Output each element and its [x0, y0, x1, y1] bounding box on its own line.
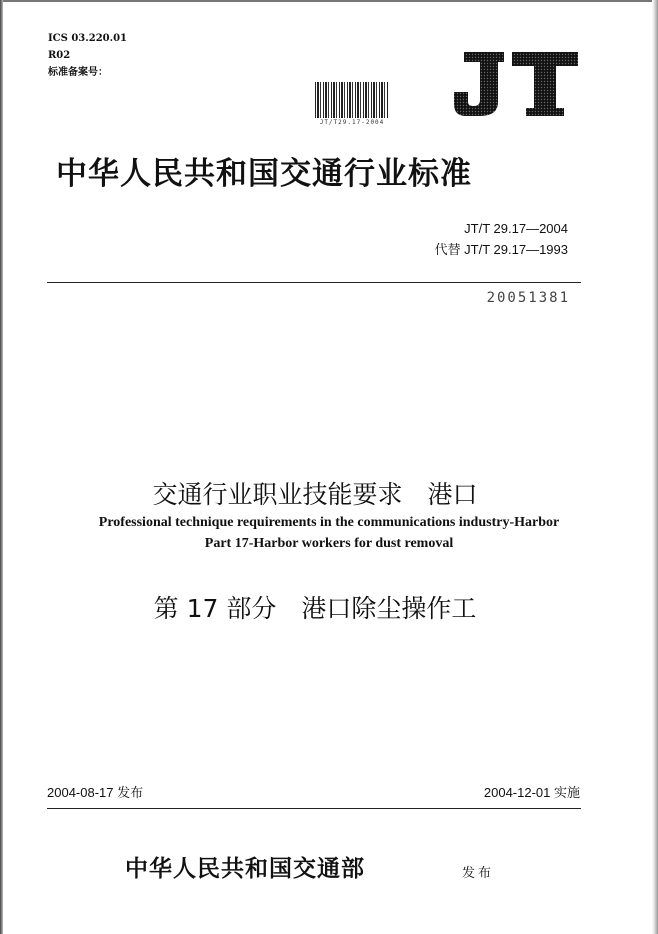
- standard-number: JT/T 29.17—2004: [464, 221, 568, 236]
- logo-letter-t: [512, 52, 578, 116]
- issue-date: 2004-08-17 发布: [47, 785, 144, 800]
- barcode-bars: [315, 82, 389, 118]
- english-title-line2: Part 17-Harbor workers for dust removal: [204, 536, 454, 551]
- jt-logo: [450, 50, 582, 118]
- footer-divider: [47, 808, 581, 809]
- barcode-text: JT/T29.17-2004: [319, 119, 385, 126]
- barcode: [315, 82, 389, 126]
- logo-letter-j: [454, 52, 504, 116]
- english-title-line1: Professional technique requirements in the communications industry-Harbor: [98, 515, 560, 530]
- stamp-number: 20051381: [486, 290, 570, 306]
- classification-block: [48, 30, 127, 81]
- issuing-body-title: 中华人民共和国交通行业标准: [56, 156, 472, 192]
- class-code: R02: [48, 50, 71, 61]
- header-divider: [47, 282, 581, 283]
- replaces-standard: 代替 JT/T 29.17—1993: [434, 242, 568, 257]
- page-left-edge: [0, 0, 3, 934]
- english-title: [40, 512, 618, 554]
- filing-number-label: 标准备案号：: [48, 67, 108, 78]
- issuer-action: 发布: [462, 866, 495, 881]
- chinese-title-line2: 第 17 部分 港口除尘操作工: [153, 594, 477, 623]
- standard-number-block: [360, 218, 568, 260]
- ics-code: ICS 03.220.01: [48, 33, 128, 44]
- implementation-date: 2004-12-01 实施: [483, 785, 580, 800]
- page-right-edge: [652, 0, 658, 934]
- issuer-name: 中华人民共和国交通部: [125, 855, 365, 882]
- chinese-title-line1: 交通行业职业技能要求 港口: [152, 480, 478, 509]
- page-top-edge: [0, 0, 658, 2]
